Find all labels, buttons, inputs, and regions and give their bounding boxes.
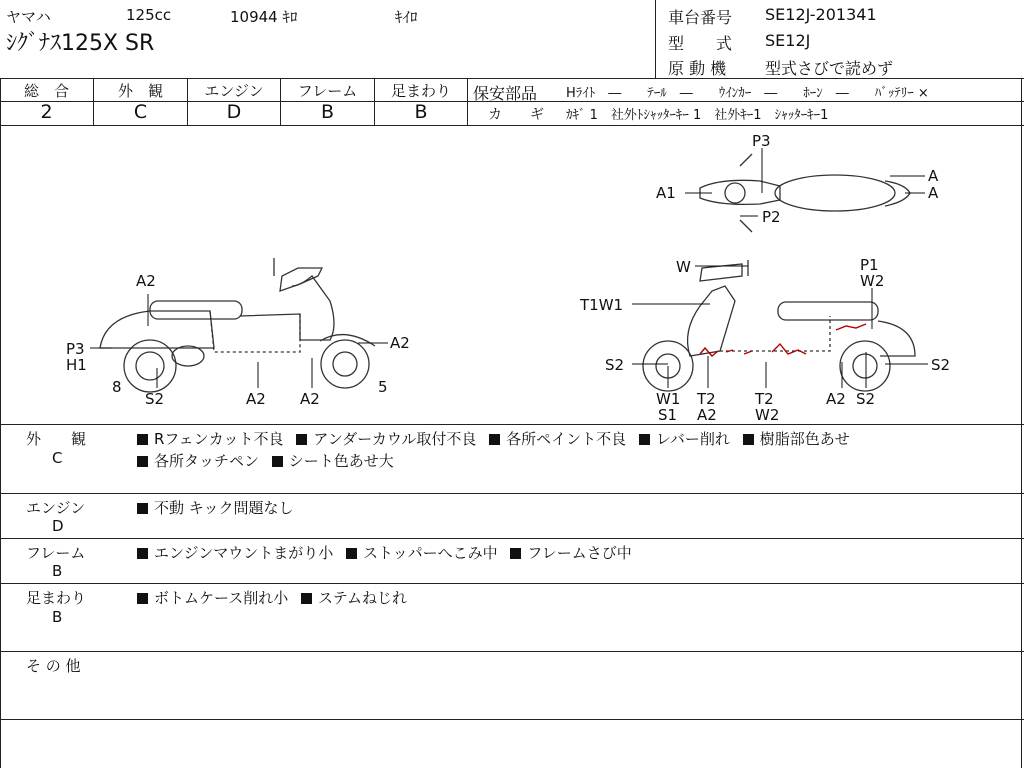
note-exterior-label: 外 観 <box>26 430 87 448</box>
lbl-left-a2-b1: A2 <box>246 390 266 408</box>
safety-label: 保安部品 <box>473 84 538 103</box>
lbl-right-t2a: T2 <box>697 390 716 408</box>
model-name: ｼｸﾞﾅｽ125X SR <box>6 31 155 56</box>
lbl-left-h1: H1 <box>66 356 87 374</box>
lbl-right-a2b: A2 <box>826 390 846 408</box>
grade-total <box>0 78 93 125</box>
grade-suspension <box>375 78 467 125</box>
grade-engine-value: D <box>226 101 242 123</box>
defect-item: アンダーカウル取付不良 <box>313 430 477 448</box>
defect-item: ストッパーへこみ中 <box>363 544 498 562</box>
note-frame-line1 <box>137 542 640 563</box>
note-exterior <box>0 425 1020 493</box>
defect-item: 各所タッチペン <box>154 452 260 470</box>
safety-items: Hﾗｲﾄ ― ﾃｰﾙ ― ｳｲﾝｶｰ ― ﾎｰﾝ ― ﾊﾞｯﾃﾘｰ × <box>566 86 929 101</box>
maker: ヤマハ <box>6 8 51 26</box>
note-engine-line1 <box>137 497 301 518</box>
lbl-left-5: 5 <box>378 378 388 396</box>
defect-item: ステムねじれ <box>318 589 407 607</box>
note-suspension <box>0 584 1020 651</box>
lbl-left-a2-b2: A2 <box>300 390 320 408</box>
type-value: SE12J <box>765 31 811 50</box>
defect-item: フレームさび中 <box>527 544 632 562</box>
note-frame-grade: B <box>52 562 63 580</box>
grade-total-label: 総 合 <box>23 82 69 100</box>
displacement: 125cc <box>126 6 172 24</box>
lbl-right-t2b: T2 <box>755 390 774 408</box>
grade-frame <box>281 78 374 125</box>
chassis-value: SE12J-201341 <box>765 5 877 24</box>
defect-item: エンジンマウントまがり小 <box>154 544 334 562</box>
note-other-label: そ の 他 <box>26 657 81 675</box>
lbl-left-8: 8 <box>112 378 122 396</box>
note-frame-label: フレーム <box>26 544 86 562</box>
lbl-left-s2: S2 <box>145 390 165 408</box>
lbl-right-w1: W1 <box>656 390 681 408</box>
header <box>0 0 1024 78</box>
defect-item: シート色あせ大 <box>288 452 394 470</box>
note-frame <box>0 539 1020 583</box>
lbl-left-p3: P3 <box>66 340 85 358</box>
grade-suspension-value: B <box>414 101 428 123</box>
color: ｷｲﾛ <box>395 8 418 26</box>
key-items: ｶｷﾞ 1 社外ﾄｼｬｯﾀｰｷｰ 1 社外ｷｰ1 ｼｬｯﾀｰｷｰ1 <box>566 108 829 123</box>
grade-suspension-label: 足まわり <box>390 82 451 100</box>
defect-item: レバー削れ <box>655 430 730 448</box>
chassis-label: 車台番号 <box>668 8 733 27</box>
defect-item: 不動 キック問題なし <box>154 499 294 517</box>
note-suspension-label: 足まわり <box>26 589 87 607</box>
lbl-right-s2-left: S2 <box>605 356 625 374</box>
lbl-right-s2-right: S2 <box>931 356 951 374</box>
note-engine <box>0 494 1020 538</box>
top-scooter-outline <box>700 154 910 232</box>
lbl-right-w2b: W2 <box>755 406 780 424</box>
lbl-right-s2b: S2 <box>856 390 876 408</box>
lbl-top-p3: P3 <box>752 132 771 150</box>
note-engine-label: エンジン <box>26 499 86 517</box>
note-exterior-grade: C <box>52 449 63 467</box>
lbl-top-a1: A1 <box>656 184 676 202</box>
grade-engine-label: エンジン <box>204 82 264 100</box>
grade-frame-label: フレーム <box>297 82 358 100</box>
lbl-top-a2r: A <box>928 184 939 202</box>
type-label: 型 式 <box>668 34 733 53</box>
lbl-top-a1r: A <box>928 167 939 185</box>
lbl-left-a2-right: A2 <box>390 334 410 352</box>
grade-frame-value: B <box>320 101 335 123</box>
lbl-top-p2: P2 <box>762 208 781 226</box>
lbl-right-p1: P1 <box>860 256 879 274</box>
defect-item: Rフェンカット不良 <box>154 430 284 448</box>
safety-parts <box>468 78 1021 125</box>
note-other <box>0 652 1020 719</box>
note-suspension-line1 <box>137 587 415 608</box>
lbl-right-w: W <box>676 258 691 276</box>
note-exterior-line2 <box>137 450 402 471</box>
note-exterior-line1 <box>137 428 858 449</box>
key-label: カ ギ <box>488 107 544 123</box>
engine-label: 原 動 機 <box>668 59 727 78</box>
grade-exterior-value: C <box>133 101 148 123</box>
defect-item: ボトムケース削れ小 <box>154 589 289 607</box>
damage-diagram <box>0 126 1020 424</box>
defect-item: 各所ペイント不良 <box>506 430 627 448</box>
lbl-left-a2-top: A2 <box>136 272 156 290</box>
note-suspension-grade: B <box>52 608 63 626</box>
grade-total-value: 2 <box>40 101 53 123</box>
defect-item: 樹脂部色あせ <box>759 430 850 448</box>
grade-exterior-label: 外 観 <box>117 82 163 100</box>
note-engine-grade: D <box>52 517 64 535</box>
lbl-right-t1w1: T1W1 <box>580 296 624 314</box>
lbl-right-s1: S1 <box>658 406 678 424</box>
grade-engine <box>188 78 280 125</box>
lbl-right-w2: W2 <box>860 272 885 290</box>
engine-value: 型式さびで読めず <box>765 59 894 78</box>
grade-exterior <box>94 78 187 125</box>
lbl-right-a2a: A2 <box>697 406 717 424</box>
mileage: 10944 ｷﾛ <box>230 8 298 26</box>
